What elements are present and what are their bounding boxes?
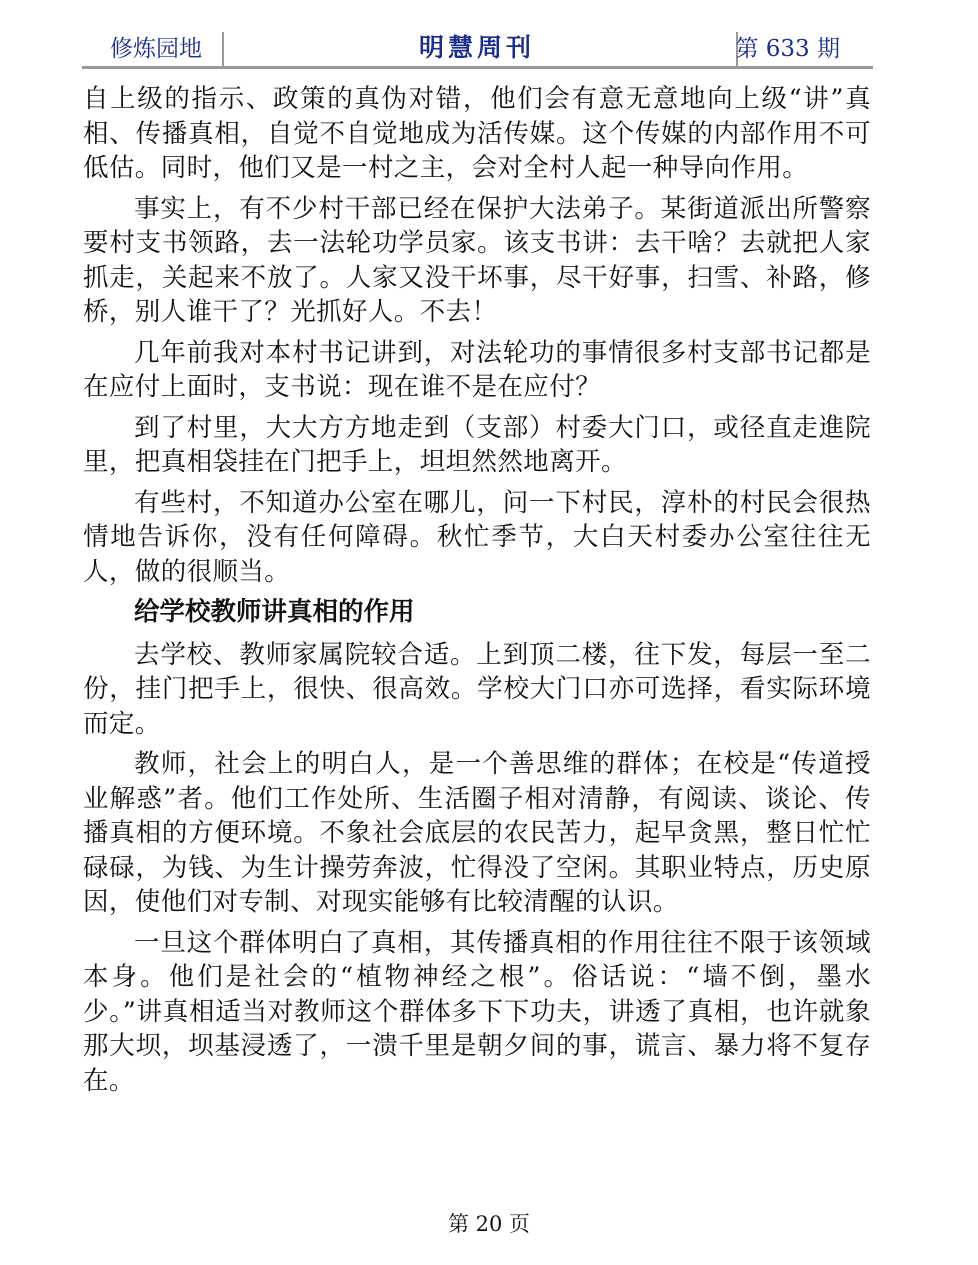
article-body [83,82,871,1104]
paragraph: 有些村，不知道办公室在哪儿，问一下村民，淳朴的村民会很热情地告诉你，没有任何障碍。秋忙季节，大白天村委办公室往往无人，做的很顺当。 [83,487,871,587]
header-publication-title: 明慧周刊 [418,33,535,62]
header-rule [82,66,873,69]
paragraph: 自上级的指示、政策的真伪对错，他们会有意无意地向上级“讲”真相、传播真相，自觉不自觉地成为活传媒。这个传媒的内部作用不可低估。同时，他们又是一村之主，会对全村人起一种导向作用。 [83,84,871,183]
header-section-name: 修炼园地 [110,36,202,62]
section-heading: 给学校教师讲真相的作用 [134,597,415,627]
page-number: 第 20 页 [447,1212,531,1236]
paragraph: 事实上，有不少村干部已经在保护大法弟子。某街道派出所警察要村支书领路，去一法轮功学员家。该支书讲：去干啥？去就把人家抓走，关起来不放了。人家又没干坏事，尽干好事，扫雪、补路，修桥，别人谁干了？光抓好人。不去！ [83,193,871,327]
paragraph: 一旦这个群体明白了真相，其传播真相的作用往往不限于该领域本身。他们是社会的“植物神经之根”。俗话说：“墙不倒，墨水少。”讲真相适当对教师这个群体多下下功夫，讲透了真相，也许就象那大坝，坝基浸透了，一溃千里是朝夕间的事，谎言、暴力将不复存在。 [83,927,871,1096]
page-header [82,28,872,68]
paragraph: 去学校、教师家属院较合适。上到顶二楼，往下发，每层一至二份，挂门把手上，很快、很高效。学校大门口亦可选择，看实际环境而定。 [83,639,871,739]
paragraph: 教师，社会上的明白人，是一个善思维的群体；在校是“传道授业解惑”者。他们工作处所、生活圈子相对清静，有阅读、谈论、传播真相的方便环境。不象社会底层的农民苦力，起早贪黑，整日忙忙碌碌，为钱、为生计操劳奔波，忙得没了空闲。其职业特点，历史原因，使他们对专制、对现实能够有比较清醒的认识。 [83,749,871,917]
paragraph: 到了村里，大大方方地走到（支部）村委大门口，或径直走進院里，把真相袋挂在门把手上，坦坦然然地离开。 [83,412,871,477]
header-issue-number: 第 633 期 [735,36,840,62]
paragraph: 几年前我对本村书记讲到，对法轮功的事情很多村支部书记都是在应付上面时，支书说：现在谁不是在应付？ [83,337,871,402]
